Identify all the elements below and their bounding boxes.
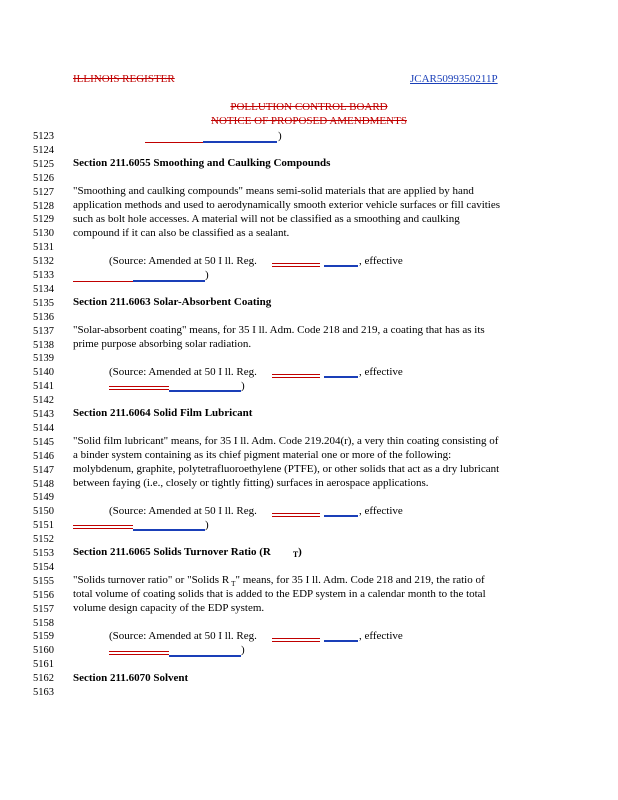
line-number: 5124 xyxy=(33,144,54,156)
source-note: (Source: Amended at 50 I ll. Reg. xyxy=(109,630,257,642)
heading-subscript: T xyxy=(292,550,299,559)
strike-placeholder xyxy=(272,513,320,517)
line-number: 5160 xyxy=(33,645,54,657)
line-number: 5152 xyxy=(33,534,54,546)
source-effective: , effective xyxy=(359,366,403,378)
line-number: 5133 xyxy=(33,270,54,281)
line-number: 5132 xyxy=(33,256,54,268)
strike-placeholder xyxy=(73,525,133,529)
text-subscript: T xyxy=(231,580,236,588)
section-6064-text: between faying (i.e., closely or tightly fitting) surfaces in aerospace applications. xyxy=(73,477,429,489)
section-6065-heading xyxy=(73,545,302,560)
section-6070-heading: Section 211.6070 Solvent xyxy=(73,672,189,684)
source-effective: , effective xyxy=(359,505,403,517)
source-effective: , effective xyxy=(359,255,403,267)
line-number: 5156 xyxy=(33,589,54,601)
insert-placeholder xyxy=(324,265,358,267)
line-number: 5163 xyxy=(33,687,54,698)
line-number: 5128 xyxy=(33,200,54,212)
line-number: 5147 xyxy=(33,464,54,476)
line-number: 5136 xyxy=(33,311,54,323)
line-number: 5137 xyxy=(33,325,54,337)
line-number: 5150 xyxy=(33,506,54,518)
insert-placeholder xyxy=(169,390,241,392)
insert-placeholder xyxy=(324,640,358,642)
text-part: " means, for 35 I ll. Adm. Code 218 and 219, the ratio of xyxy=(235,574,485,586)
insert-placeholder xyxy=(324,376,358,378)
line-number: 5131 xyxy=(33,242,54,254)
section-6064-text: a binder system containing as its chief pigment material one or more of the following: xyxy=(73,449,452,461)
section-6055-text: compound if it can also be classified as a sealant. xyxy=(73,227,290,239)
strike-placeholder xyxy=(272,263,320,267)
section-6065-text xyxy=(73,573,485,588)
line-number: 5148 xyxy=(33,478,54,490)
jcar-code-link[interactable]: JCAR5099350211P xyxy=(410,73,498,85)
line-number: 5135 xyxy=(33,297,54,309)
source-close-paren: ) xyxy=(278,130,282,142)
section-6063-text: "Solar-absorbent coating" means, for 35 I ll. Adm. Code 218 and 219, a coating that has as its xyxy=(73,324,485,336)
section-6055-text: application methods and used to aerodynamically smooth exterior vehicle surfaces or fill cavities xyxy=(73,199,501,211)
section-6064-text: molybdenum, graphite, polytetrafluoroethylene (PTFE), or other solids that act as a dry lubricant xyxy=(73,463,500,475)
line-number: 5162 xyxy=(33,673,54,685)
line-number: 5151 xyxy=(33,520,54,532)
line-number: 5142 xyxy=(33,395,54,407)
line-number: 5141 xyxy=(33,381,54,393)
insert-placeholder xyxy=(203,141,277,143)
insert-placeholder xyxy=(324,515,358,517)
line-number: 5134 xyxy=(33,283,54,295)
strike-placeholder xyxy=(272,638,320,642)
source-note: (Source: Amended at 50 I ll. Reg. xyxy=(109,366,257,378)
source-close-paren: ) xyxy=(241,644,245,656)
text-part: "Solids turnover ratio" or "Solids R xyxy=(73,574,230,586)
line-number: 5127 xyxy=(33,186,54,198)
line-number: 5153 xyxy=(33,548,54,559)
line-number: 5157 xyxy=(33,603,54,615)
line-number: 5139 xyxy=(33,353,54,365)
line-number: 5129 xyxy=(33,214,54,226)
line-number: 5158 xyxy=(33,617,54,629)
section-6055-text: such as bolt hole accesses. A material will not be classified as a smoothing and caulking xyxy=(73,213,460,225)
section-6063-heading: Section 211.6063 Solar-Absorbent Coating xyxy=(73,296,272,308)
insert-placeholder xyxy=(169,655,241,657)
section-6064-text: "Solid film lubricant" means, for 35 I ll. Adm. Code 219.204(r), a very thin coating consisting of xyxy=(73,435,499,447)
section-6055-heading: Section 211.6055 Smoothing and Caulking Compounds xyxy=(73,157,331,169)
heading-close: ) xyxy=(298,546,302,558)
notice-title: NOTICE OF PROPOSED AMENDMENTS xyxy=(211,115,407,127)
section-6063-text: prime purpose absorbing solar radiation. xyxy=(73,338,252,350)
section-6065-heading-text: Section 211.6065 Solids Turnover Ratio (R xyxy=(73,546,271,558)
line-number: 5159 xyxy=(33,631,54,643)
strike-placeholder xyxy=(109,651,169,655)
strike-placeholder xyxy=(272,374,320,378)
line-number: 5140 xyxy=(33,367,54,379)
line-number: 5146 xyxy=(33,450,54,462)
line-number: 5149 xyxy=(33,492,54,504)
line-number: 5143 xyxy=(33,409,54,420)
line-number: 5154 xyxy=(33,561,54,573)
strike-placeholder xyxy=(109,386,169,390)
insert-placeholder xyxy=(133,280,205,282)
strike-placeholder xyxy=(73,281,133,282)
section-6065-text: total volume of coating solids that is added to the EDP system in a calendar month to the total xyxy=(73,588,486,600)
section-6055-text: "Smoothing and caulking compounds" means semi-solid materials that are applied by hand xyxy=(73,185,474,197)
line-number: 5161 xyxy=(33,659,54,671)
source-note: (Source: Amended at 50 I ll. Reg. xyxy=(109,505,257,517)
line-number: 5126 xyxy=(33,172,54,184)
section-6065-text: volume design capacity of the EDP system. xyxy=(73,602,265,614)
line-number: 5144 xyxy=(33,422,54,434)
line-number: 5138 xyxy=(33,339,54,351)
source-close-paren: ) xyxy=(205,269,209,281)
source-effective: , effective xyxy=(359,630,403,642)
strike-placeholder xyxy=(145,142,203,143)
source-note: (Source: Amended at 50 I ll. Reg. xyxy=(109,255,257,267)
board-title: POLLUTION CONTROL BOARD xyxy=(230,101,388,113)
register-title: ILLINOIS REGISTER xyxy=(73,73,175,85)
line-number: 5125 xyxy=(33,158,54,170)
source-close-paren: ) xyxy=(241,380,245,392)
line-number: 5145 xyxy=(33,436,54,448)
insert-placeholder xyxy=(133,529,205,531)
section-6064-heading: Section 211.6064 Solid Film Lubricant xyxy=(73,407,253,419)
line-number: 5130 xyxy=(33,228,54,240)
line-number: 5123 xyxy=(33,131,54,142)
line-number: 5155 xyxy=(33,575,54,587)
source-close-paren: ) xyxy=(205,519,209,531)
